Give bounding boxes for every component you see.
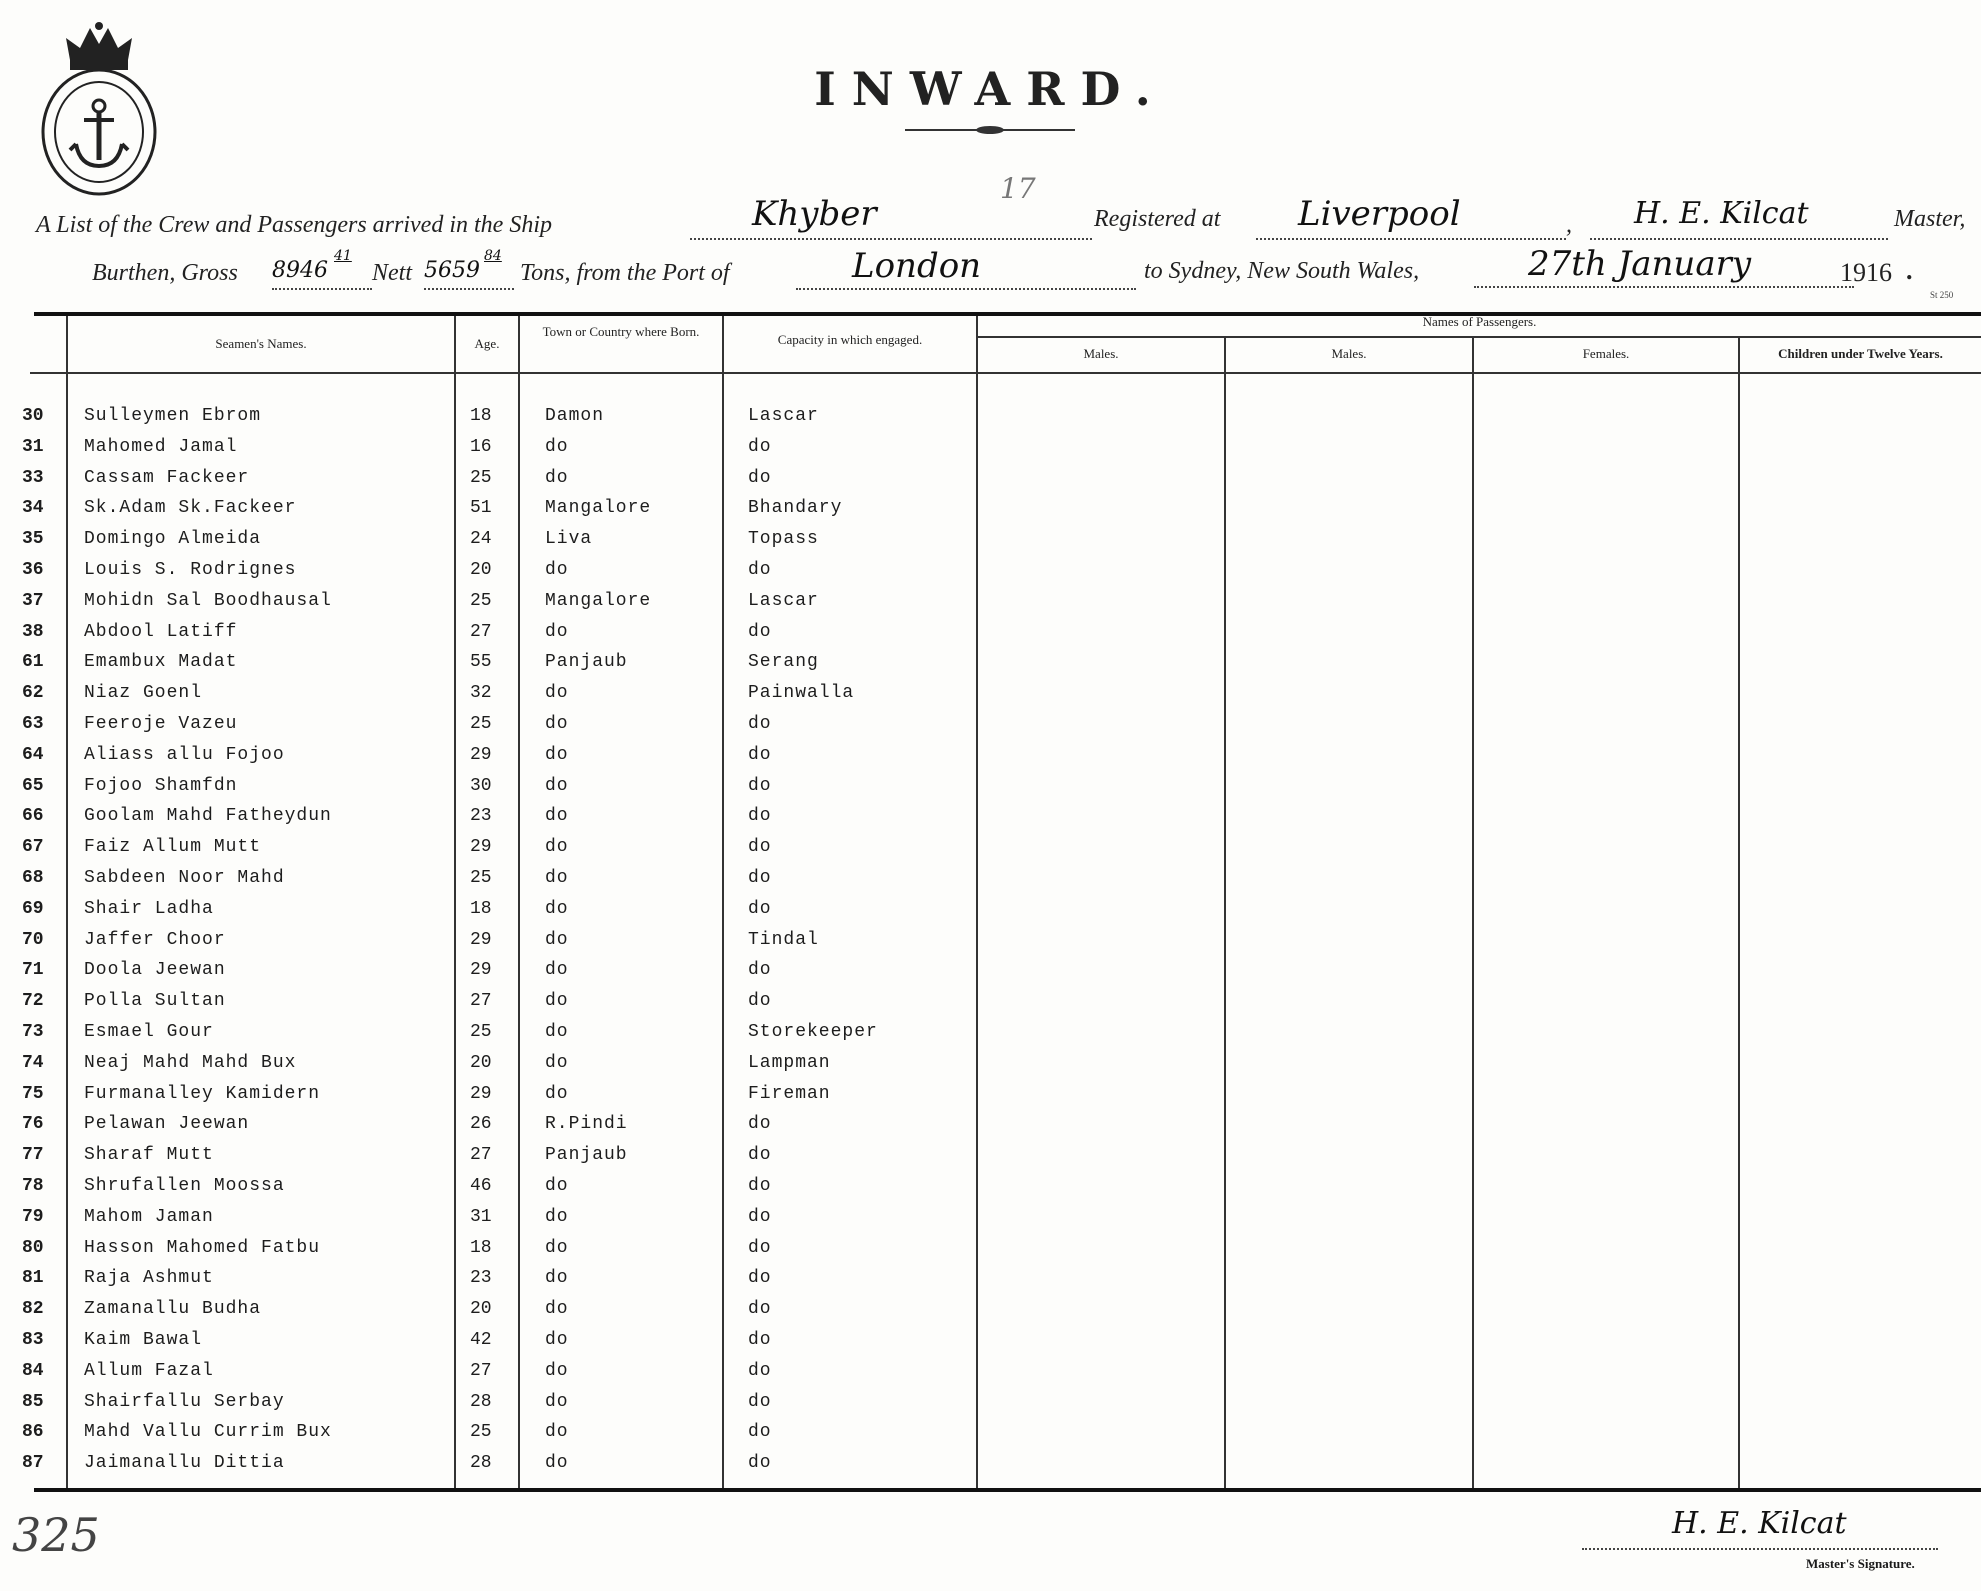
birthplace: do (545, 930, 569, 950)
seaman-age: 29 (470, 837, 492, 857)
pencil-mark: 17 (1000, 172, 1036, 205)
birthplace: do (545, 1207, 569, 1227)
nett-label: Nett (372, 260, 412, 286)
signature-label: Master's Signature. (1806, 1556, 1915, 1571)
row-number: 81 (22, 1268, 44, 1288)
birthplace: do (545, 437, 569, 457)
row-number: 78 (22, 1176, 44, 1196)
birthplace: do (545, 868, 569, 888)
passengers-subheader-rule (978, 336, 1981, 338)
table-row (0, 930, 1981, 960)
seaman-age: 29 (470, 1084, 492, 1104)
birthplace: do (545, 806, 569, 826)
separator-comma: , (1566, 212, 1572, 238)
seaman-name: Polla Sultan (84, 991, 226, 1011)
row-number: 30 (22, 406, 44, 426)
capacity-engaged: Lampman (748, 1053, 831, 1073)
form-code: St 250 (1930, 290, 1954, 300)
capacity-engaged: do (748, 1392, 772, 1412)
seaman-age: 20 (470, 560, 492, 580)
seaman-age: 26 (470, 1114, 492, 1134)
seaman-age: 18 (470, 406, 492, 426)
birthplace: Mangalore (545, 498, 652, 518)
capacity-engaged: Painwalla (748, 683, 855, 703)
capacity-engaged: do (748, 1330, 772, 1350)
birthplace: do (545, 683, 569, 703)
table-row (0, 1392, 1981, 1422)
table-row (0, 776, 1981, 806)
capacity-engaged: do (748, 745, 772, 765)
table-row (0, 960, 1981, 990)
table-row (0, 1330, 1981, 1360)
row-number: 64 (22, 745, 44, 765)
row-number: 35 (22, 529, 44, 549)
row-number: 77 (22, 1145, 44, 1165)
burthen-label: Burthen, Gross (92, 260, 238, 286)
seaman-age: 25 (470, 468, 492, 488)
seaman-age: 16 (470, 437, 492, 457)
col-males-1: Males. (1083, 346, 1119, 361)
year-dot: . (1906, 256, 1913, 285)
table-row (0, 1053, 1981, 1083)
seaman-name: Sk.Adam Sk.Fackeer (84, 498, 297, 518)
seaman-name: Kaim Bawal (84, 1330, 203, 1350)
row-number: 34 (22, 498, 44, 518)
seaman-name: Esmael Gour (84, 1022, 214, 1042)
table-row (0, 529, 1981, 559)
seaman-name: Feeroje Vazeu (84, 714, 238, 734)
col-passengers: Names of Passengers. (1422, 314, 1537, 329)
seaman-name: Cassam Fackeer (84, 468, 250, 488)
table-row (0, 1022, 1981, 1052)
seaman-age: 25 (470, 1022, 492, 1042)
col-age: Age. (474, 336, 500, 351)
capacity-engaged: do (748, 1176, 772, 1196)
seaman-name: Mohidn Sal Boodhausal (84, 591, 332, 611)
capacity-engaged: do (748, 560, 772, 580)
arrival-date: 27th January (1528, 244, 1752, 284)
capacity-engaged: do (748, 1207, 772, 1227)
table-row (0, 437, 1981, 467)
row-number: 69 (22, 899, 44, 919)
arrival-year: 1916 (1840, 258, 1892, 287)
capacity-engaged: do (748, 468, 772, 488)
table-row (0, 806, 1981, 836)
birthplace: do (545, 714, 569, 734)
seaman-name: Pelawan Jeewan (84, 1114, 250, 1134)
table-row (0, 468, 1981, 498)
table-row (0, 591, 1981, 621)
seaman-age: 20 (470, 1299, 492, 1319)
seaman-age: 29 (470, 745, 492, 765)
birthplace: Damon (545, 406, 605, 426)
capacity-engaged: Lascar (748, 406, 819, 426)
row-number: 87 (22, 1453, 44, 1473)
row-number: 83 (22, 1330, 44, 1350)
capacity-engaged: do (748, 1299, 772, 1319)
row-number: 38 (22, 622, 44, 642)
seaman-age: 42 (470, 1330, 492, 1350)
birthplace: do (545, 1361, 569, 1381)
birthplace: do (545, 622, 569, 642)
seaman-age: 28 (470, 1392, 492, 1412)
table-row (0, 991, 1981, 1021)
seaman-name: Faiz Allum Mutt (84, 837, 262, 857)
seaman-name: Raja Ashmut (84, 1268, 214, 1288)
seaman-name: Domingo Almeida (84, 529, 262, 549)
row-number: 36 (22, 560, 44, 580)
seaman-age: 27 (470, 991, 492, 1011)
gross-fraction: 41 (334, 248, 352, 264)
nett-fraction: 84 (484, 248, 502, 264)
capacity-engaged: Bhandary (748, 498, 843, 518)
table-row (0, 1361, 1981, 1391)
capacity-engaged: do (748, 1238, 772, 1258)
row-number: 68 (22, 868, 44, 888)
row-number: 65 (22, 776, 44, 796)
capacity-engaged: do (748, 991, 772, 1011)
seaman-age: 27 (470, 1145, 492, 1165)
capacity-engaged: do (748, 622, 772, 642)
capacity-engaged: do (748, 899, 772, 919)
table-row (0, 1176, 1981, 1206)
row-number: 66 (22, 806, 44, 826)
birthplace: do (545, 468, 569, 488)
seaman-name: Doola Jeewan (84, 960, 226, 980)
table-row (0, 868, 1981, 898)
capacity-engaged: do (748, 1114, 772, 1134)
table-row (0, 1238, 1981, 1268)
seaman-name: Hasson Mahomed Fatbu (84, 1238, 321, 1258)
capacity-engaged: do (748, 1268, 772, 1288)
seaman-age: 32 (470, 683, 492, 703)
seaman-age: 18 (470, 899, 492, 919)
birthplace: do (545, 560, 569, 580)
birthplace: do (545, 1084, 569, 1104)
birthplace: R.Pindi (545, 1114, 628, 1134)
table-row (0, 1084, 1981, 1114)
table-row (0, 1422, 1981, 1452)
seaman-age: 23 (470, 1268, 492, 1288)
row-number: 71 (22, 960, 44, 980)
birthplace: do (545, 899, 569, 919)
capacity-engaged: Lascar (748, 591, 819, 611)
table-row (0, 1114, 1981, 1144)
capacity-engaged: do (748, 868, 772, 888)
registered-port: Liverpool (1298, 194, 1461, 234)
table-row (0, 406, 1981, 436)
capacity-engaged: Serang (748, 652, 819, 672)
capacity-engaged: do (748, 1422, 772, 1442)
master-name: H. E. Kilcat (1634, 196, 1809, 231)
seaman-name: Niaz Goenl (84, 683, 203, 703)
seaman-age: 29 (470, 960, 492, 980)
birthplace: Panjaub (545, 1145, 628, 1165)
birthplace: do (545, 1422, 569, 1442)
seaman-age: 30 (470, 776, 492, 796)
gross-tonnage: 8946 (272, 258, 328, 283)
table-row (0, 652, 1981, 682)
row-number: 31 (22, 437, 44, 457)
crew-list-intro: A List of the Crew and Passengers arrived in the Ship (36, 212, 552, 238)
col-males-2: Males. (1331, 346, 1367, 361)
row-number: 67 (22, 837, 44, 857)
seaman-name: Fojoo Shamfdn (84, 776, 238, 796)
birthplace: do (545, 960, 569, 980)
seaman-age: 28 (470, 1453, 492, 1473)
row-number: 62 (22, 683, 44, 703)
seaman-name: Allum Fazal (84, 1361, 214, 1381)
row-number: 33 (22, 468, 44, 488)
capacity-engaged: do (748, 960, 772, 980)
row-number: 84 (22, 1361, 44, 1381)
col-town-born: Town or Country where Born. (542, 324, 700, 339)
seaman-age: 51 (470, 498, 492, 518)
seaman-name: Louis S. Rodrignes (84, 560, 297, 580)
row-number: 74 (22, 1053, 44, 1073)
seaman-age: 25 (470, 714, 492, 734)
nett-tonnage: 5659 (424, 258, 480, 283)
table-bottom-rule (34, 1488, 1981, 1492)
document-title: INWARD. (814, 62, 1167, 116)
seaman-name: Mahom Jaman (84, 1207, 214, 1227)
seaman-age: 27 (470, 1361, 492, 1381)
row-number: 86 (22, 1422, 44, 1442)
table-row (0, 498, 1981, 528)
capacity-engaged: do (748, 437, 772, 457)
seaman-name: Shair Ladha (84, 899, 214, 919)
seaman-age: 18 (470, 1238, 492, 1258)
birthplace: Panjaub (545, 652, 628, 672)
departure-port: London (852, 246, 982, 286)
birthplace: do (545, 1299, 569, 1319)
seaman-age: 24 (470, 529, 492, 549)
table-row (0, 899, 1981, 929)
birthplace: do (545, 1053, 569, 1073)
master-signature: H. E. Kilcat (1672, 1506, 1847, 1541)
seaman-age: 25 (470, 868, 492, 888)
table-row (0, 1299, 1981, 1329)
seaman-age: 31 (470, 1207, 492, 1227)
birthplace: do (545, 1022, 569, 1042)
row-number: 61 (22, 652, 44, 672)
seaman-name: Neaj Mahd Mahd Bux (84, 1053, 297, 1073)
col-children: Children under Twelve Years. (1778, 346, 1943, 361)
birthplace: do (545, 1268, 569, 1288)
seaman-name: Abdool Latiff (84, 622, 238, 642)
birthplace: do (545, 1238, 569, 1258)
birthplace: do (545, 1453, 569, 1473)
seaman-age: 29 (470, 930, 492, 950)
destination-label: to Sydney, New South Wales, (1144, 258, 1420, 284)
birthplace: do (545, 745, 569, 765)
seaman-age: 46 (470, 1176, 492, 1196)
seaman-age: 55 (470, 652, 492, 672)
seaman-age: 27 (470, 622, 492, 642)
row-number: 85 (22, 1392, 44, 1412)
seaman-age: 23 (470, 806, 492, 826)
table-row (0, 683, 1981, 713)
birthplace: do (545, 1392, 569, 1412)
header-bottom-rule (30, 372, 1981, 374)
capacity-engaged: Topass (748, 529, 819, 549)
capacity-engaged: do (748, 837, 772, 857)
seaman-name: Mahomed Jamal (84, 437, 238, 457)
table-row (0, 1453, 1981, 1483)
birthplace: do (545, 1330, 569, 1350)
row-number: 70 (22, 930, 44, 950)
capacity-engaged: Fireman (748, 1084, 831, 1104)
seaman-name: Aliass allu Fojoo (84, 745, 285, 765)
seaman-age: 25 (470, 1422, 492, 1442)
row-number: 82 (22, 1299, 44, 1319)
registered-label: Registered at (1094, 206, 1221, 232)
capacity-engaged: do (748, 776, 772, 796)
ship-name: Khyber (752, 194, 877, 234)
pencil-note: 325 (12, 1508, 100, 1562)
capacity-engaged: do (748, 1361, 772, 1381)
col-seamen-names: Seamen's Names. (215, 336, 307, 351)
row-number: 75 (22, 1084, 44, 1104)
seaman-name: Jaffer Choor (84, 930, 226, 950)
seaman-age: 20 (470, 1053, 492, 1073)
table-row (0, 560, 1981, 590)
col-females: Females. (1582, 346, 1630, 361)
birthplace: do (545, 776, 569, 796)
birthplace: do (545, 991, 569, 1011)
signature-line (1582, 1548, 1938, 1550)
birthplace: Mangalore (545, 591, 652, 611)
capacity-engaged: do (748, 714, 772, 734)
table-row (0, 837, 1981, 867)
capacity-engaged: Tindal (748, 930, 819, 950)
capacity-engaged: do (748, 806, 772, 826)
row-number: 73 (22, 1022, 44, 1042)
row-number: 72 (22, 991, 44, 1011)
seaman-age: 25 (470, 591, 492, 611)
seaman-name: Mahd Vallu Currim Bux (84, 1422, 332, 1442)
birthplace: do (545, 1176, 569, 1196)
row-number: 79 (22, 1207, 44, 1227)
capacity-engaged: do (748, 1145, 772, 1165)
table-row (0, 1268, 1981, 1298)
row-number: 76 (22, 1114, 44, 1134)
col-capacity: Capacity in which engaged. (777, 332, 923, 347)
table-row (0, 714, 1981, 744)
birthplace: do (545, 837, 569, 857)
seaman-name: Zamanallu Budha (84, 1299, 262, 1319)
seaman-name: Sabdeen Noor Mahd (84, 868, 285, 888)
table-row (0, 1145, 1981, 1175)
seaman-name: Shairfallu Serbay (84, 1392, 285, 1412)
table-row (0, 622, 1981, 652)
seaman-name: Sulleymen Ebrom (84, 406, 262, 426)
seaman-name: Sharaf Mutt (84, 1145, 214, 1165)
birthplace: Liva (545, 529, 593, 549)
row-number: 37 (22, 591, 44, 611)
capacity-engaged: Storekeeper (748, 1022, 878, 1042)
seaman-name: Shrufallen Moossa (84, 1176, 285, 1196)
seaman-name: Emambux Madat (84, 652, 238, 672)
title-flourish (905, 124, 1075, 136)
table-row (0, 1207, 1981, 1237)
seaman-name: Jaimanallu Dittia (84, 1453, 285, 1473)
capacity-engaged: do (748, 1453, 772, 1473)
row-number: 80 (22, 1238, 44, 1258)
row-number: 63 (22, 714, 44, 734)
seaman-name: Goolam Mahd Fatheydun (84, 806, 332, 826)
seaman-name: Furmanalley Kamidern (84, 1084, 321, 1104)
master-label: Master, (1894, 206, 1966, 232)
tons-from-port-label: Tons, from the Port of (520, 260, 730, 286)
table-row (0, 745, 1981, 775)
